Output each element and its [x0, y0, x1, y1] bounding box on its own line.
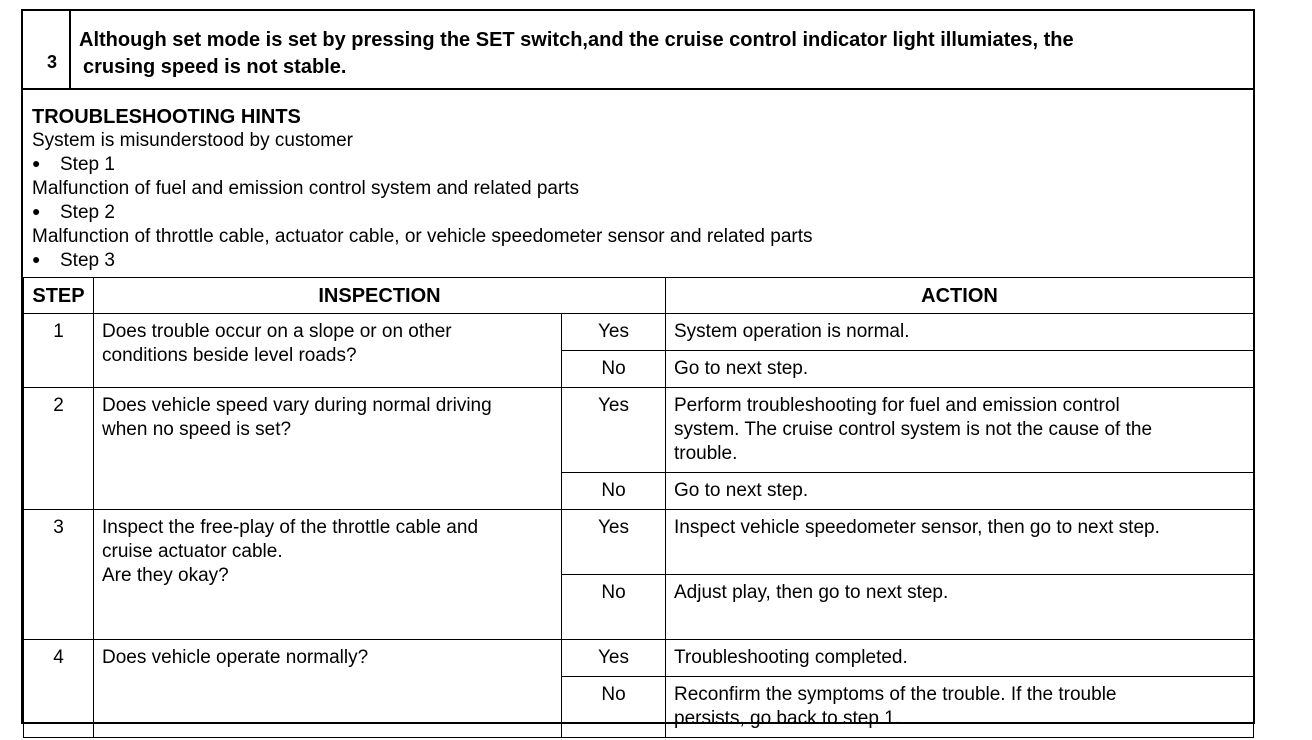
inspection-table — [23, 277, 1254, 738]
yes-label: Yes — [562, 640, 666, 677]
hint-cause: System is misunderstood by customer — [32, 130, 354, 151]
table-header-row — [24, 278, 1254, 314]
inspection-column-header: INSPECTION — [94, 278, 666, 314]
table-row — [24, 388, 1254, 473]
no-action: Go to next step. — [666, 473, 1254, 510]
yes-action: System operation is normal. — [666, 314, 1254, 351]
yes-action: Troubleshooting completed. — [666, 640, 1254, 677]
yes-label: Yes — [562, 314, 666, 351]
symptom-number-cell — [23, 11, 71, 88]
step-number: 1 — [24, 314, 94, 388]
inspection-text: Inspect the free-play of the throttle cable and cruise actuator cable. Are they okay? — [94, 510, 562, 640]
inspection-text: Does vehicle speed vary during normal driving when no speed is set? — [94, 388, 562, 510]
symptom-title-line-1: Although set mode is set by pressing the SET switch,and the cruise control indicator light illumiates, the — [79, 29, 1074, 51]
symptom-title — [79, 27, 1229, 81]
no-label: No — [562, 677, 666, 738]
action-column-header: ACTION — [666, 278, 1254, 314]
troubleshooting-document — [21, 9, 1255, 729]
no-action: Reconfirm the symptoms of the trouble. If the trouble persists, go back to step 1. — [666, 677, 1254, 738]
inspection-text: Does vehicle operate normally? — [94, 640, 562, 738]
symptom-number: 3 — [47, 52, 58, 72]
no-action: Go to next step. — [666, 351, 1254, 388]
hint-step-reference: ● Step 2 — [32, 201, 1242, 225]
inspection-text: Does trouble occur on a slope or on other conditions beside level roads? — [94, 314, 562, 388]
step-number: 4 — [24, 640, 94, 738]
yes-action: Inspect vehicle speedometer sensor, then go to next step. — [666, 510, 1254, 575]
table-row — [24, 640, 1254, 677]
no-label: No — [562, 575, 666, 640]
table-row — [24, 510, 1254, 575]
symptom-title-line-2: crusing speed is not stable. — [83, 56, 347, 78]
symptom-header — [23, 11, 1253, 90]
step-number: 2 — [24, 388, 94, 510]
step-column-header: STEP — [24, 278, 94, 314]
yes-label: Yes — [562, 388, 666, 473]
troubleshooting-hints — [32, 105, 1242, 273]
hint-step-reference: ● Step 3 — [32, 249, 1242, 273]
hint-cause: Malfunction of fuel and emission control system and related parts — [32, 178, 580, 199]
hints-title: TROUBLESHOOTING HINTS — [32, 106, 301, 128]
hint-cause: Malfunction of throttle cable, actuator cable, or vehicle speedometer sensor and related parts — [32, 226, 813, 247]
no-label: No — [562, 351, 666, 388]
yes-action: Perform troubleshooting for fuel and emission control system. The cruise control system is not the cause of the trouble. — [666, 388, 1254, 473]
hint-step-reference: ● Step 1 — [32, 153, 1242, 177]
no-label: No — [562, 473, 666, 510]
step-number: 3 — [24, 510, 94, 640]
yes-label: Yes — [562, 510, 666, 575]
table-row — [24, 314, 1254, 351]
no-action: Adjust play, then go to next step. — [666, 575, 1254, 640]
